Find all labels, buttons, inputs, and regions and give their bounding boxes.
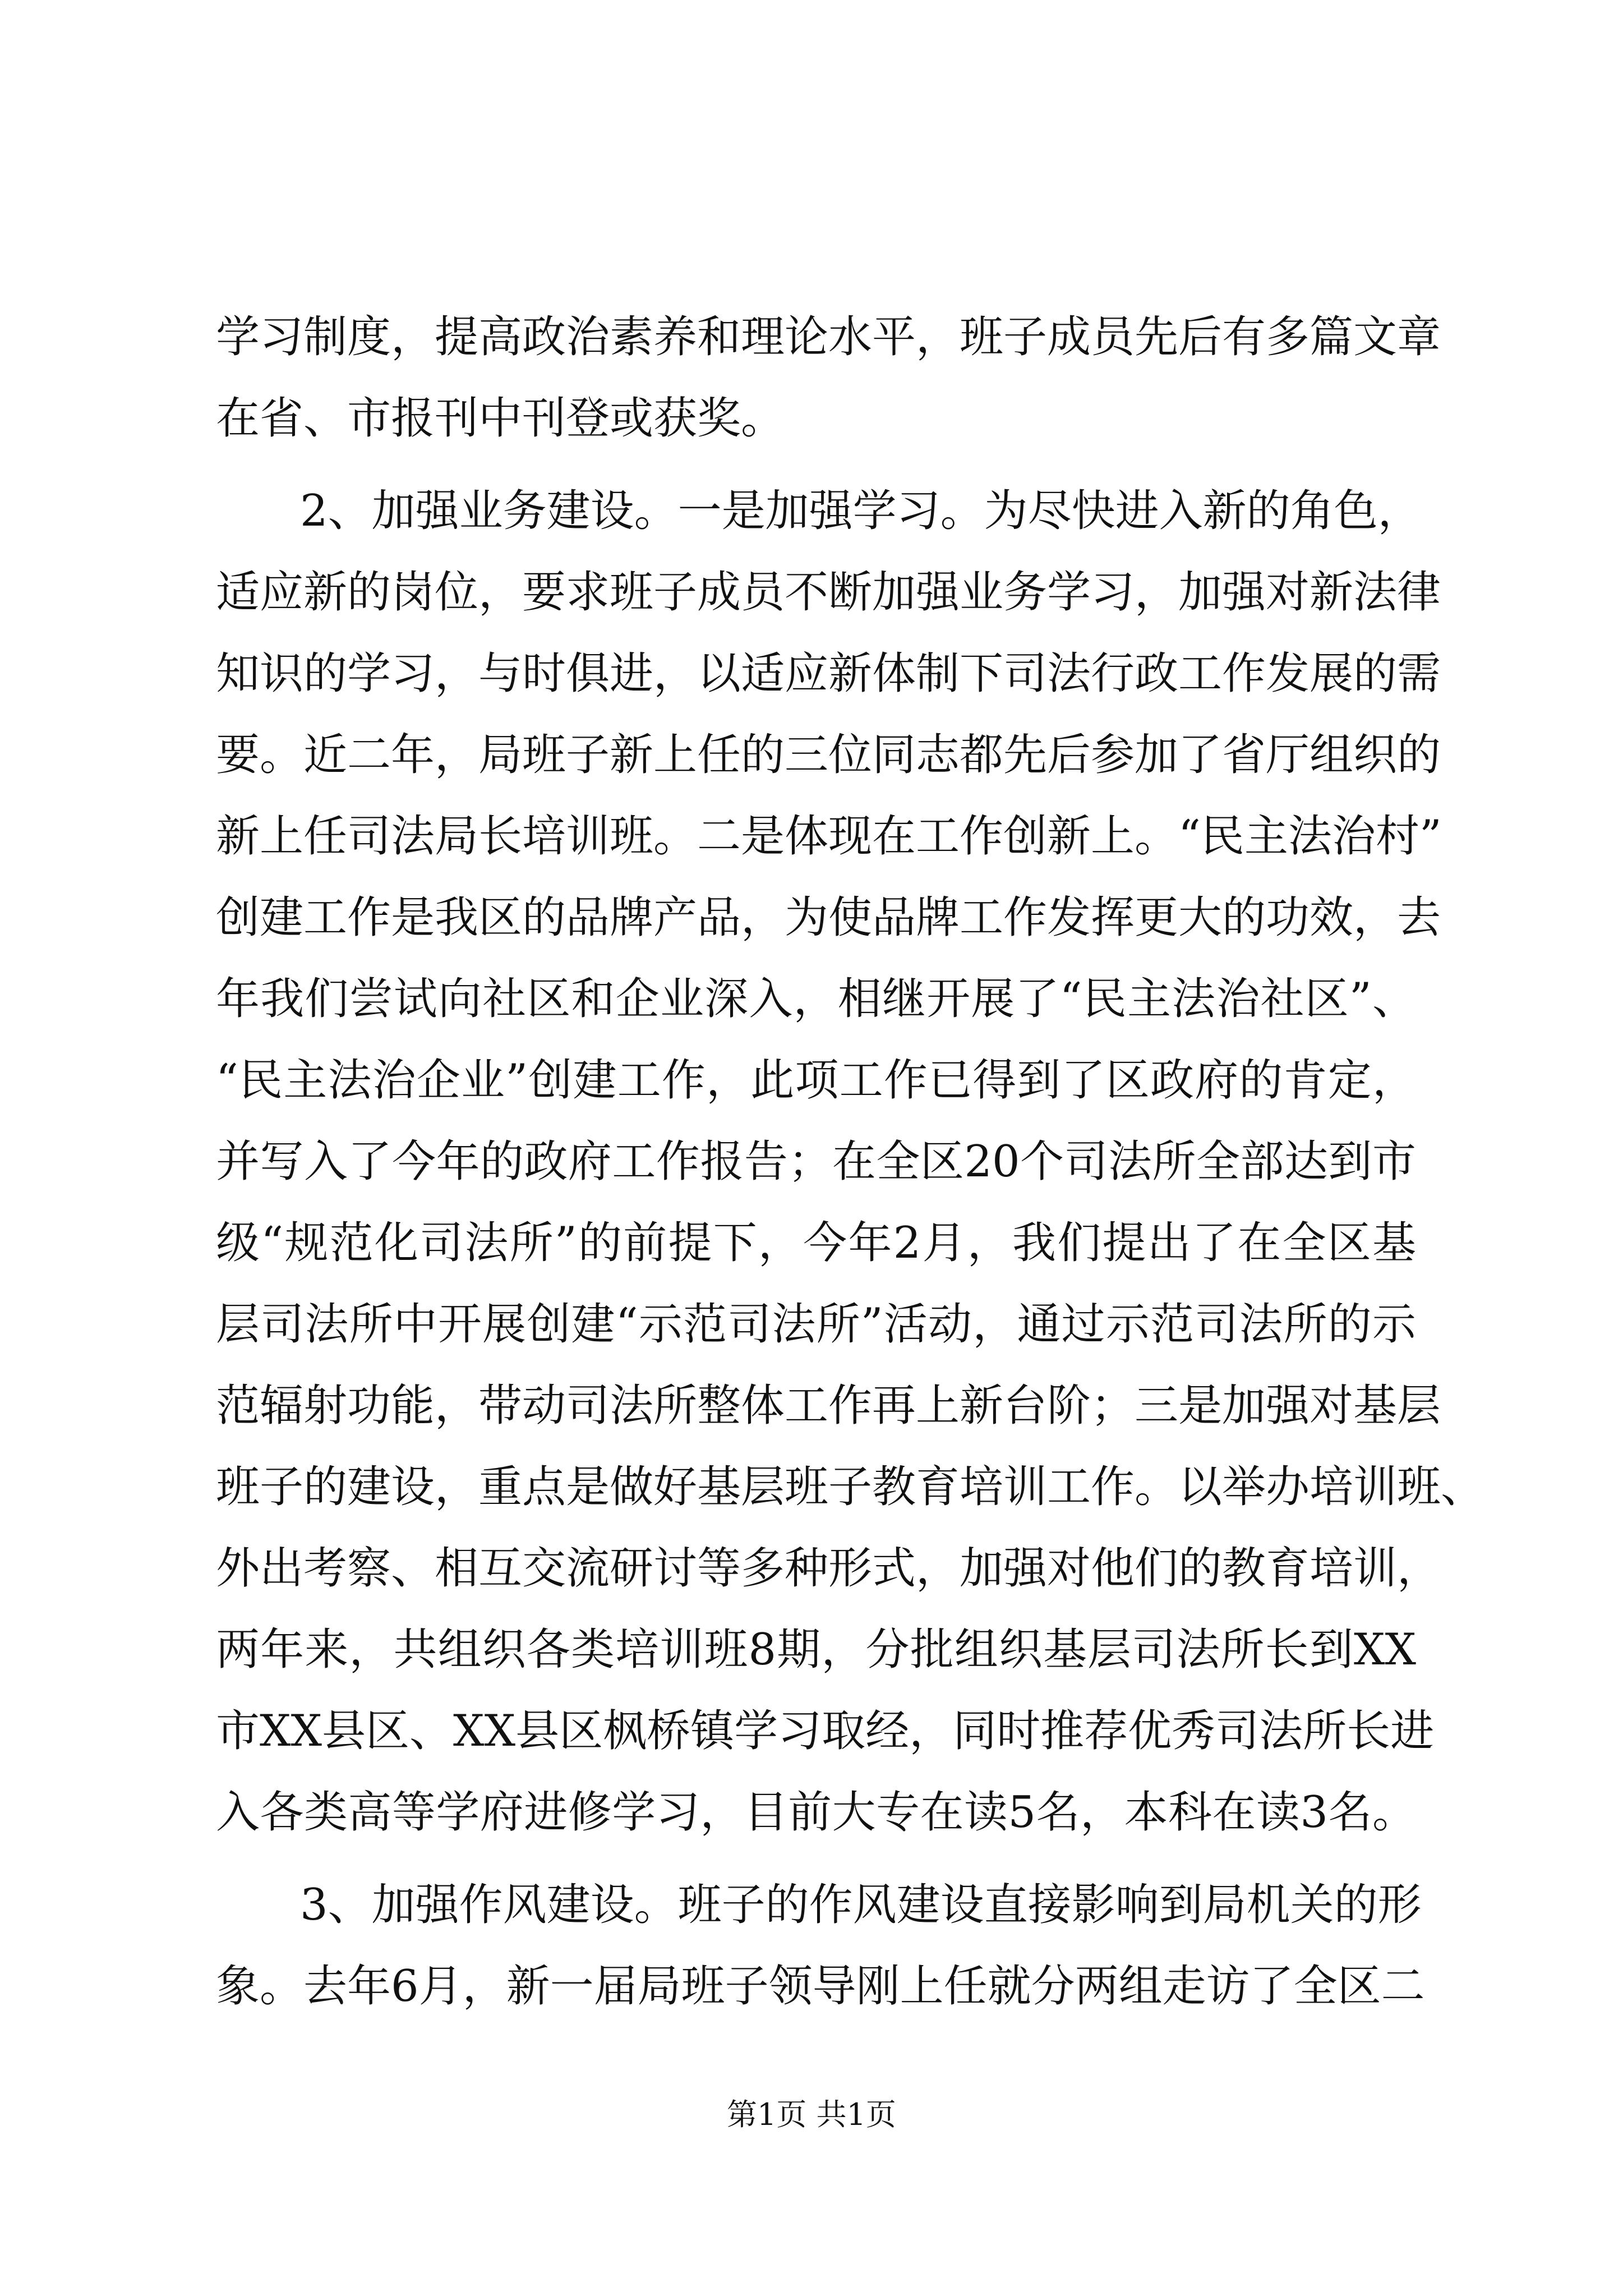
text-line-3: 2、加强业务建设。一是加强学习。为尽快进入新的角色， — [300, 486, 1422, 536]
text-line-16: 外出考察、相互交流研讨等多种形式，加强对他们的教育培训， — [216, 1543, 1441, 1594]
text-line-18: 市XX县区、XX县区枫桥镇学习取经，同时推荐优秀司法所长进 — [216, 1706, 1435, 1756]
text-line-19: 入各类高等学府进修学习，目前大专在读5名，本科在读3名。 — [216, 1787, 1416, 1838]
text-line-1: 学习制度，提高政治素养和理论水平，班子成员先后有多篇文章 — [216, 312, 1441, 362]
text-line-13: 层司法所中开展创建“示范司法所”活动，通过示范司法所的示 — [216, 1299, 1416, 1350]
text-line-8: 创建工作是我区的品牌产品，为使品牌工作发挥更大的功效，去 — [216, 892, 1441, 943]
text-line-12: 级“规范化司法所”的前提下，今年2月，我们提出了在全区基 — [216, 1218, 1416, 1268]
text-line-21: 象。去年6月，新一届局班子领导刚上任就分两组走访了全区二 — [216, 1961, 1425, 2012]
page-footer: 第1页 共1页 — [727, 2097, 896, 2132]
text-line-2: 在省、市报刊中刊登或获奖。 — [216, 393, 785, 444]
text-line-15: 班子的建设，重点是做好基层班子教育培训工作。以举办培训班、 — [216, 1462, 1485, 1512]
text-line-20: 3、加强作风建设。班子的作风建设直接影响到局机关的形 — [300, 1880, 1422, 1930]
text-line-4: 适应新的岗位，要求班子成员不断加强业务学习，加强对新法律 — [216, 567, 1441, 618]
text-line-5: 知识的学习，与时俱进，以适应新体制下司法行政工作发展的需 — [216, 648, 1441, 699]
text-line-10: “民主法治企业”创建工作，此项工作已得到了区政府的肯定， — [216, 1055, 1416, 1106]
text-line-11: 并写入了今年的政府工作报告；在全区20个司法所全部达到市 — [216, 1137, 1416, 1187]
text-line-14: 范辐射功能，带动司法所整体工作再上新台阶；三是加强对基层 — [216, 1381, 1441, 1431]
text-line-17: 两年来，共组织各类培训班8期，分批组织基层司法所长到XX — [216, 1625, 1416, 1675]
text-line-7: 新上任司法局长培训班。二是体现在工作创新上。“民主法治村” — [216, 811, 1442, 862]
text-line-6: 要。近二年，局班子新上任的三位同志都先后参加了省厅组织的 — [216, 730, 1441, 780]
text-line-9: 年我们尝试向社区和企业深入，相继开展了“民主法治社区”、 — [216, 974, 1416, 1024]
